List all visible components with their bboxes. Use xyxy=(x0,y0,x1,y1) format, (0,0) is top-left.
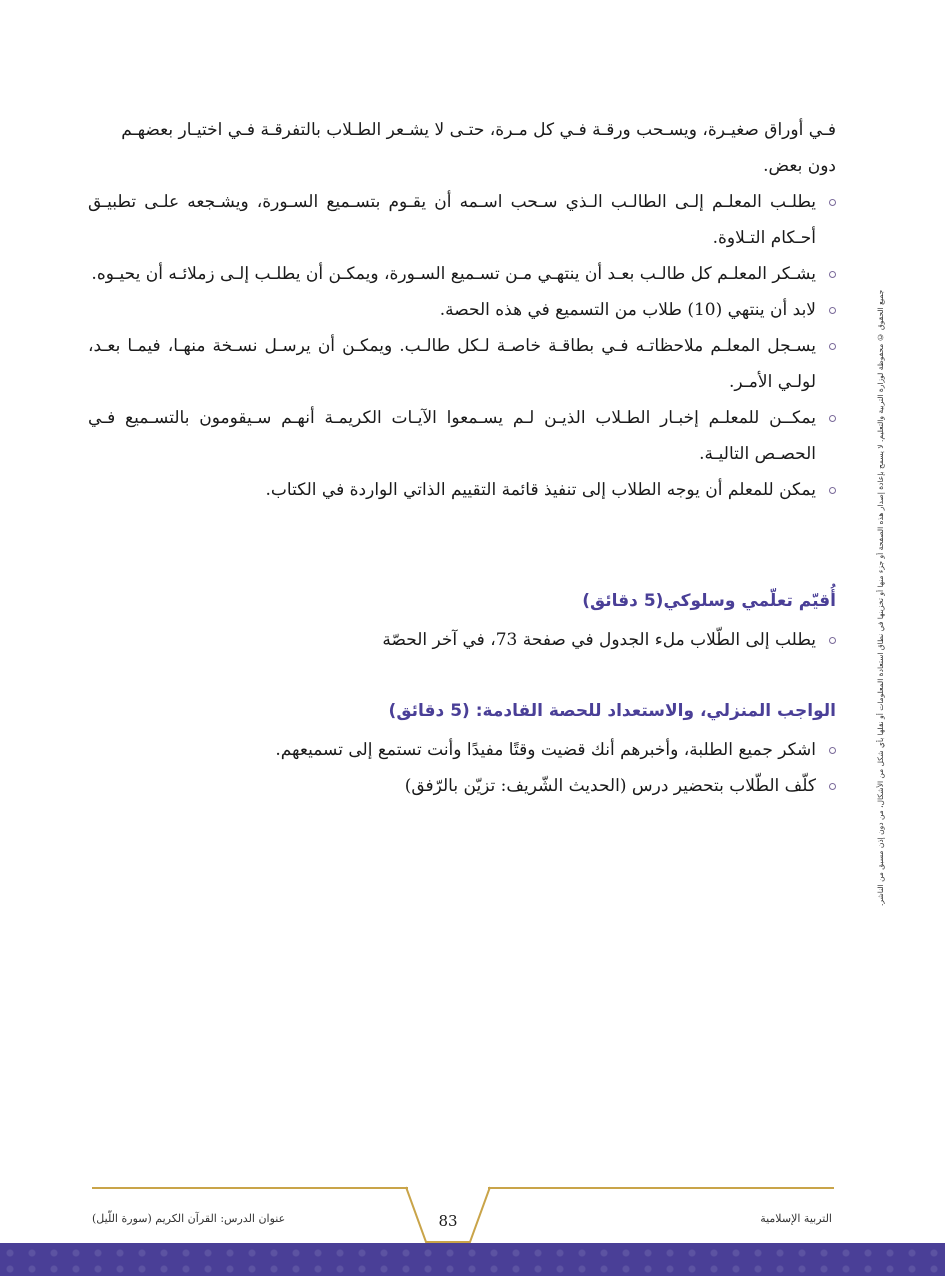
intro-line-1: فـي أوراق صغيـرة، ويسـحب ورقـة فـي كل مـرة، حتـى لا يشـعر الطـلاب بالتفرقـة فـي اختيـار بعضهـم xyxy=(121,120,836,140)
footer-rule-left xyxy=(92,1187,408,1189)
bottom-decorative-band xyxy=(0,1243,945,1276)
intro-paragraph xyxy=(88,112,836,184)
bullet-circle-icon xyxy=(829,415,836,422)
bullet-circle-icon xyxy=(829,307,836,314)
list-item: يشـكر المعلـم كل طالـب بعـد أن ينتهـي مـن تسـميع السـورة، ويمكـن أن يطلـب إلـى زملائـه أن يحيـوه. xyxy=(88,256,836,292)
list-item: يطلب إلى الطّلاب ملء الجدول في صفحة 73، في آخر الحصّة xyxy=(88,622,836,658)
homework-section xyxy=(88,696,836,804)
footer-lesson-title: عنوان الدرس: القرآن الكريم (سورة اللّيل) xyxy=(92,1212,286,1225)
bullet-circle-icon xyxy=(829,637,836,644)
self-assessment-list xyxy=(88,622,836,658)
self-assessment-section xyxy=(88,586,836,658)
bullet-circle-icon xyxy=(829,487,836,494)
homework-heading: الواجب المنزلي، والاستعداد للحصة القادمة: (5 دقائق) xyxy=(388,701,836,721)
footer-rule-right xyxy=(488,1187,834,1189)
copyright-side-note: جميع الحقوق © محفوظة لوزارة التربية والتعليم. لا يسمح بإعادة إصدار هذه الصفحة أو جزء منها أو تخزينها في نطاق استعادة المعلومات أو نقلها بأي شكل من الأشكال، من دون إذن مسبق من الناشر. xyxy=(876,290,885,907)
list-item: لابد أن ينتهي (10) طلاب من التسميع في هذه الحصة. xyxy=(88,292,836,328)
list-item: كلّف الطّلاب بتحضير درس (الحديث الشّريف: تزيّن بالرّفق) xyxy=(88,768,836,804)
self-assessment-heading: أُقيّم تعلّمي وسلوكي(5 دقائق) xyxy=(582,591,836,611)
page-number: 83 xyxy=(438,1212,458,1230)
list-item: يطلـب المعلـم إلـى الطالـب الـذي سـحب اسـمه أن يقـوم بتسـميع السـورة، ويشـجعه علـى تطبيـق أحـكام التـلاوة. xyxy=(88,184,836,256)
list-item: يمكــن للمعلـم إخبـار الطـلاب الذيـن لـم يسـمعوا الآيـات الكريمـة أنهـم سـيقومون بالتسـميع فـي الحصـص التاليـة. xyxy=(88,400,836,472)
bullet-circle-icon xyxy=(829,199,836,206)
bullet-circle-icon xyxy=(829,271,836,278)
list-item: اشكر جميع الطلبة، وأخبرهم أنك قضيت وقتًا مفيدًا وأنت تستمع إلى تسميعهم. xyxy=(88,732,836,768)
list-item: يمكن للمعلم أن يوجه الطلاب إلى تنفيذ قائمة التقييم الذاتي الواردة في الكتاب. xyxy=(88,472,836,508)
bullet-circle-icon xyxy=(829,747,836,754)
procedure-list xyxy=(88,184,836,508)
footer-subject: التربية الإسلامية xyxy=(760,1212,832,1225)
main-content xyxy=(88,112,836,508)
list-item: يسـجل المعلـم ملاحظاتـه فـي بطاقـة خاصـة لـكل طالـب. ويمكـن أن يرسـل نسـخة منهـا، فيمـا بعـد، لولـي الأمـر. xyxy=(88,328,836,400)
bullet-circle-icon xyxy=(829,343,836,350)
homework-list xyxy=(88,732,836,804)
bullet-circle-icon xyxy=(829,783,836,790)
intro-line-2: دون بعض. xyxy=(763,156,836,176)
